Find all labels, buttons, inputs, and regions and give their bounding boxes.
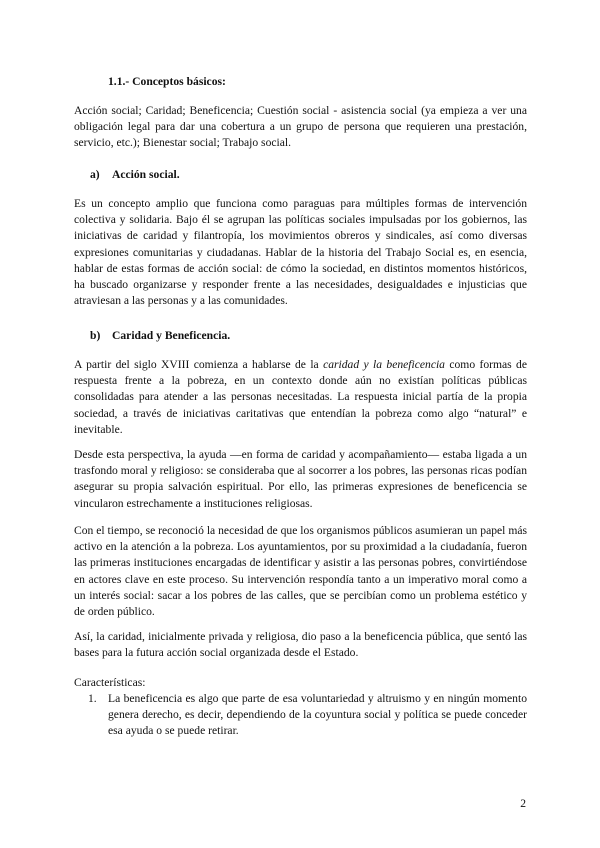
caridad-paragraph-2: Desde esta perspectiva, la ayuda —en forma de caridad y acompañamiento— estaba ligada a un trasfondo moral y religioso: se consideraba que al socorrer a los pobres, las personas ricas podían asegurar su propia salvación espiritual. Por ello, las primeras expresiones de beneficencia se vincularon estrechamente a instituciones religiosas. [74, 448, 527, 510]
subsection-a-heading [90, 167, 180, 183]
caridad-paragraph-3: Con el tiempo, se reconoció la necesidad de que los organismos públicos asumieran un papel más activo en la atención a la pobreza. Los ayuntamientos, por su proximidad a la ciudadanía, fueron las primeras instituciones encargadas de identificar y asistir a las personas pobres, convirtiéndose en actores clave en este proceso. Su intervención respondía tanto a un imperativo moral como a un interés social: sacar a los pobres de las calles, que se percibían como un problema estético y de orden público. [74, 524, 527, 619]
characteristics-label: Características: [74, 676, 146, 689]
intro-paragraph: Acción social; Caridad; Beneficencia; Cuestión social - asistencia social (ya empieza a ver una obligación legal para dar una cobertura a un grupo de persona que requieren una prestación, servicio, etc.); Bienestar social; Trabajo social. [74, 104, 527, 150]
p1-italic-phrase: caridad y la beneficencia [323, 358, 445, 371]
subsection-b-marker: b) [90, 329, 101, 342]
p1-before: A partir del siglo XVIII comienza a hablarse de la [74, 358, 324, 371]
list-item-number: 1. [88, 692, 97, 705]
caridad-paragraph-4: Así, la caridad, inicialmente privada y religiosa, dio paso a la beneficencia pública, que sentó las bases para la futura acción social organizada desde el Estado. [74, 630, 527, 660]
subsection-a-title: Acción social. [112, 168, 180, 181]
list-item [74, 691, 527, 740]
caridad-paragraph-1 [74, 357, 527, 438]
subsection-a-marker: a) [90, 168, 100, 181]
accion-social-paragraph: Es un concepto amplio que funciona como paraguas para múltiples formas de intervención colectiva y solidaria. Bajo él se agrupan las políticas sociales impulsadas por los gobiernos, las iniciativas de caridad y filantropía, los movimientos obreros y sindicales, así como diversas expresiones comunitarias y ciudadanas. Hablar de la historia del Trabajo Social es, en esencia, hablar de estas formas de acción social: de cómo la sociedad, en distintos momentos históricos, ha buscado organizarse y responder frente a las necesidades, desigualdades e injusticias que atraviesan a las personas y a las comunidades. [74, 197, 527, 308]
subsection-b-heading [90, 328, 230, 344]
page-number: 2 [520, 797, 526, 810]
list-item-text: La beneficencia es algo que parte de esa voluntariedad y altruismo y en ningún momento genera derecho, es decir, dependiendo de la coyuntura social y política se puede conceder esa ayuda o se puede retirar. [108, 692, 527, 738]
p1-after: como formas de respuesta frente a la pobreza, en un contexto donde aún no existían políticas públicas consolidadas para atender a las personas necesitadas. La respuesta inicial partía de la propia sociedad, a través de iniciativas caritativas que entendían la pobreza como algo “natural” e inevitable. [74, 358, 527, 436]
characteristics-list [74, 691, 527, 740]
subsection-b-title: Caridad y Beneficencia. [112, 329, 231, 342]
section-title: 1.1.- Conceptos básicos: [108, 75, 226, 88]
